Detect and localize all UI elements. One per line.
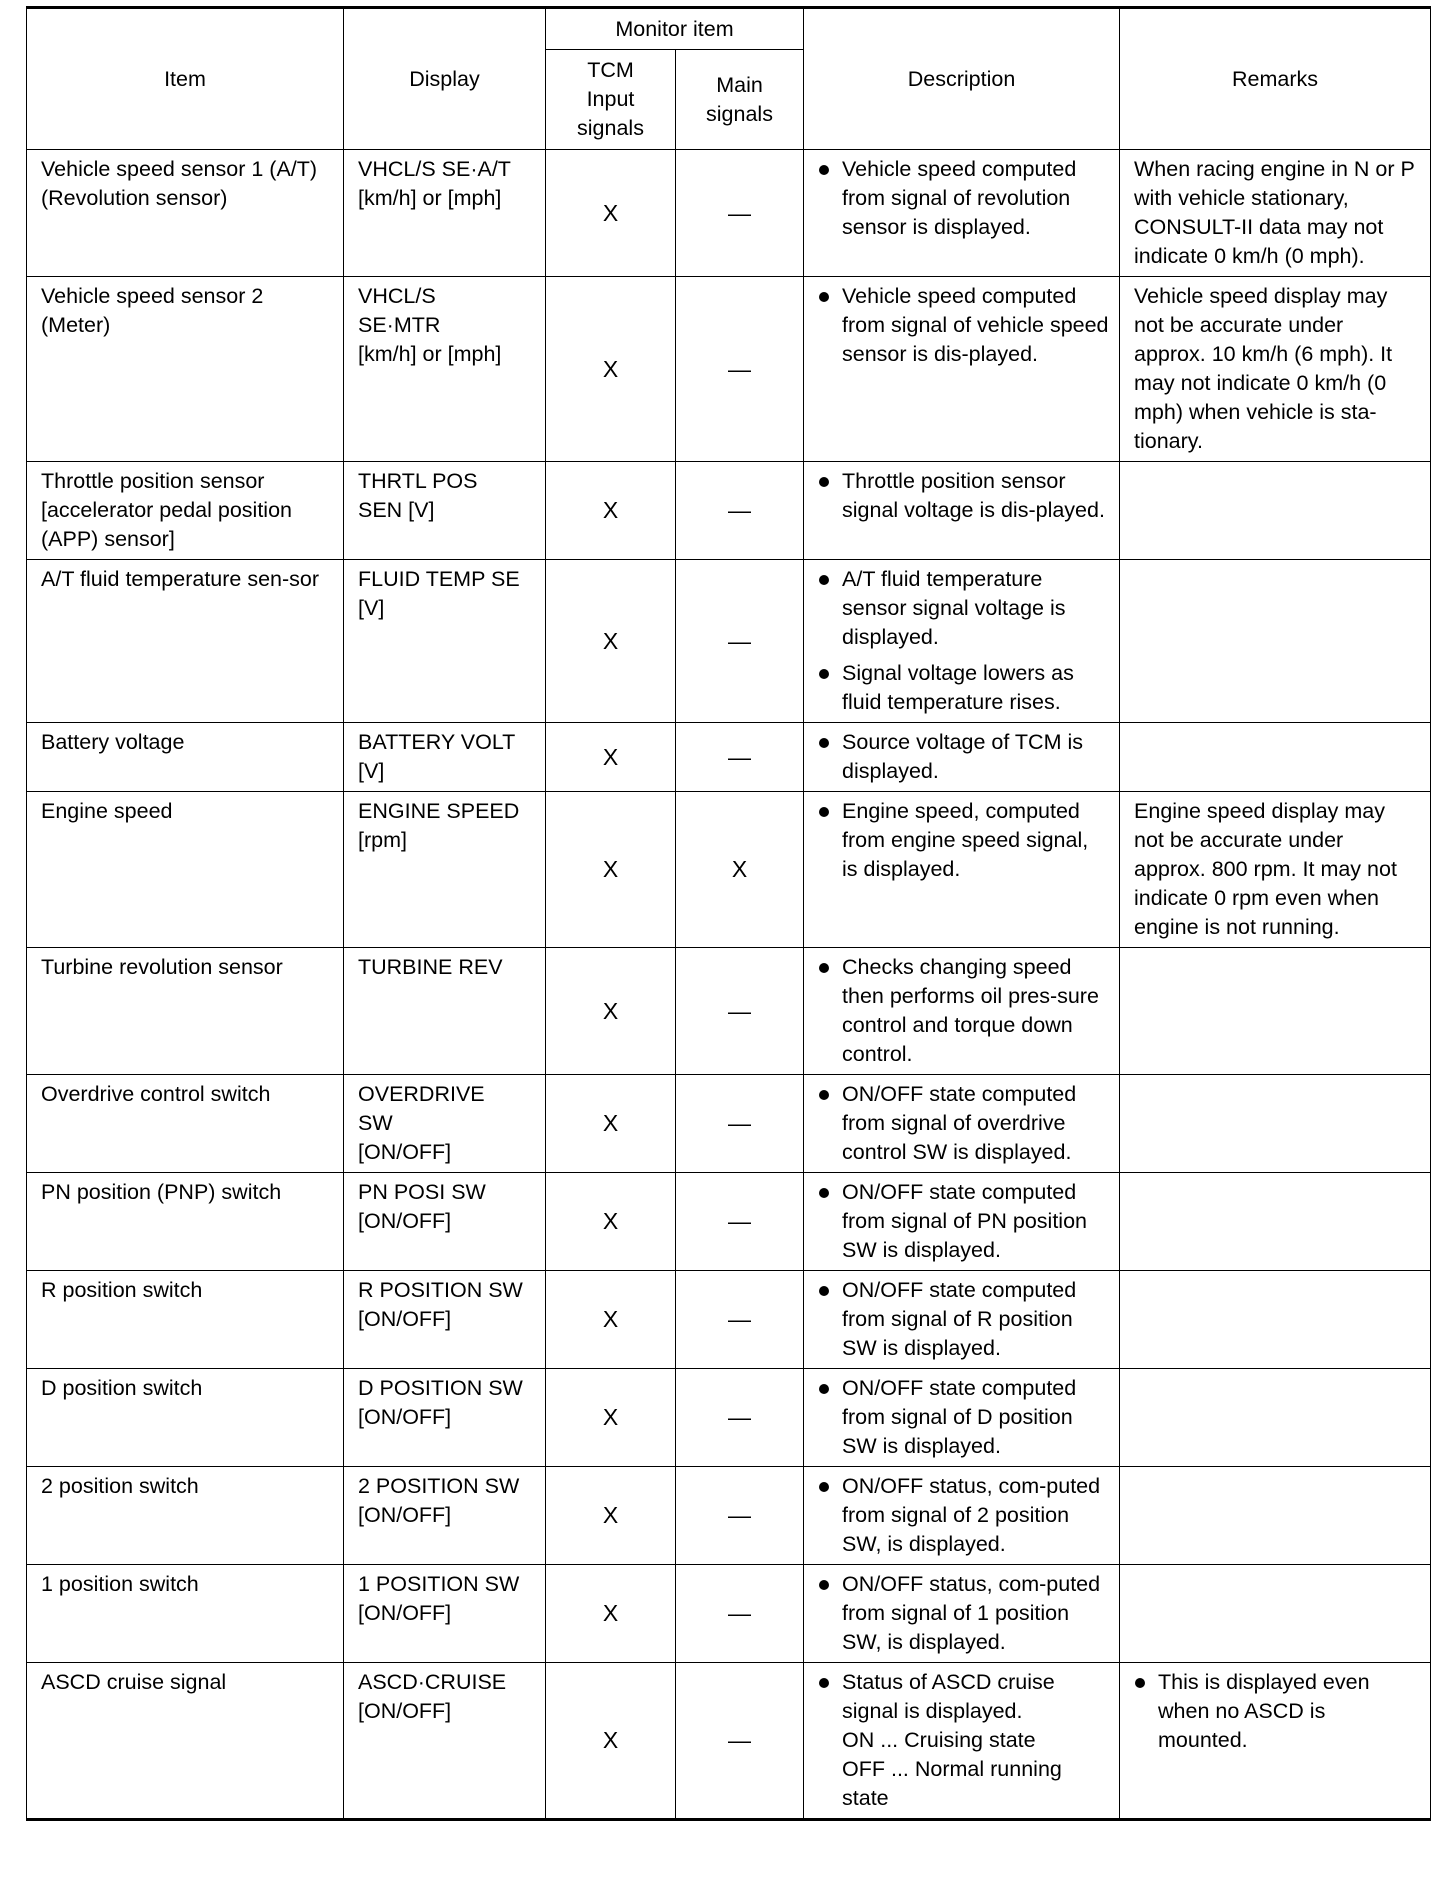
text-line: Vehicle speed sensor 2 (Meter): [41, 284, 264, 337]
cell-description: [804, 1271, 1120, 1369]
cell-item: [27, 277, 344, 462]
text-line: [km/h] or [mph]: [358, 342, 502, 366]
cell-item: [27, 792, 344, 948]
cell-remarks: [1120, 1173, 1431, 1271]
cell-item: [27, 1369, 344, 1467]
text-line: ON ... Cruising state: [842, 1728, 1036, 1752]
text-line: ON/OFF status, com-puted from signal of 1 position SW, is displayed.: [842, 1572, 1101, 1654]
cell-display: [344, 1075, 546, 1173]
text-line: OFF ... Normal running state: [842, 1757, 1062, 1810]
text-line: Throttle position sensor [accelerator pedal position (APP) sensor]: [41, 469, 292, 551]
header-monitor-item: Monitor item: [546, 8, 804, 50]
text-line: R position switch: [41, 1278, 203, 1302]
text-line: [V]: [358, 759, 385, 783]
cell-tcm-input: X: [546, 1565, 676, 1663]
text-line: Battery voltage: [41, 730, 185, 754]
cell-display: [344, 948, 546, 1075]
cell-remarks: [1120, 1075, 1431, 1173]
text-line: ON/OFF state computed from signal of PN position SW is displayed.: [842, 1180, 1087, 1262]
header-description: Description: [804, 8, 1120, 150]
text-line: ENGINE SPEED: [358, 799, 520, 823]
cell-tcm-input: X: [546, 792, 676, 948]
bullet-item: [818, 1178, 1109, 1265]
cell-item: [27, 948, 344, 1075]
cell-remarks: [1120, 1663, 1431, 1820]
text-line: R POSITION SW: [358, 1278, 523, 1302]
text-line: VHCL/S SE·A/T: [358, 157, 511, 181]
bullet-item: [818, 1570, 1109, 1657]
header-display: Display: [344, 8, 546, 150]
text-line: PN POSI SW: [358, 1180, 486, 1204]
text-line: [ON/OFF]: [358, 1601, 452, 1625]
table-row: [27, 560, 1431, 723]
text-line: A/T fluid temperature sensor signal voltage is displayed.: [842, 567, 1066, 649]
text-line: 2 POSITION SW: [358, 1474, 520, 1498]
bullet-item: [818, 1374, 1109, 1461]
header-main-signals: Main signals: [676, 50, 804, 150]
cell-item: [27, 1075, 344, 1173]
text-line: D POSITION SW: [358, 1376, 523, 1400]
text-line: SW: [358, 1111, 393, 1135]
text-line: Engine speed display may not be accurate under approx. 800 rpm. It may not indicate 0 rpm even when engine is not running.: [1134, 799, 1397, 939]
cell-description: [804, 1173, 1120, 1271]
text-line: Overdrive control switch: [41, 1082, 271, 1106]
cell-description: [804, 1663, 1120, 1820]
cell-description: [804, 723, 1120, 792]
text-line: 1 POSITION SW: [358, 1572, 520, 1596]
cell-item: [27, 560, 344, 723]
cell-main-signals: —: [676, 277, 804, 462]
cell-main-signals: —: [676, 1467, 804, 1565]
header-remarks: Remarks: [1120, 8, 1431, 150]
bullet-item: [818, 1080, 1109, 1167]
cell-item: [27, 1173, 344, 1271]
table-row: [27, 792, 1431, 948]
text-line: [rpm]: [358, 828, 407, 852]
table-row: [27, 462, 1431, 560]
text-line: (Revolution sensor): [41, 186, 228, 210]
cell-tcm-input: X: [546, 1369, 676, 1467]
cell-main-signals: —: [676, 1173, 804, 1271]
text-line: SE·MTR: [358, 313, 441, 337]
bullet-item: [818, 282, 1109, 369]
cell-remarks: [1120, 277, 1431, 462]
table-row: [27, 1173, 1431, 1271]
bullet-item: [818, 728, 1109, 786]
cell-display: [344, 1369, 546, 1467]
cell-display: [344, 1173, 546, 1271]
cell-remarks: [1120, 150, 1431, 277]
table-row: [27, 1075, 1431, 1173]
text-line: VHCL/S: [358, 284, 436, 308]
cell-remarks: [1120, 1467, 1431, 1565]
bullet-item: [818, 565, 1109, 652]
cell-tcm-input: X: [546, 1663, 676, 1820]
cell-description: [804, 1075, 1120, 1173]
table-row: [27, 150, 1431, 277]
text-line: ON/OFF state computed from signal of R position SW is displayed.: [842, 1278, 1077, 1360]
text-line: [ON/OFF]: [358, 1307, 452, 1331]
cell-item: [27, 1663, 344, 1820]
header-tcm-input-signals: TCM Input signals: [546, 50, 676, 150]
text-line: FLUID TEMP SE: [358, 567, 520, 591]
cell-display: [344, 150, 546, 277]
text-line: Status of ASCD cruise signal is displayed.: [842, 1670, 1055, 1723]
text-line: A/T fluid temperature sen-sor: [41, 567, 320, 591]
cell-remarks: [1120, 792, 1431, 948]
cell-display: [344, 1565, 546, 1663]
cell-description: [804, 277, 1120, 462]
table-row: [27, 1369, 1431, 1467]
cell-remarks: [1120, 948, 1431, 1075]
bullet-item: [818, 953, 1109, 1069]
cell-item: [27, 1565, 344, 1663]
text-line: When racing engine in N or P with vehicle stationary, CONSULT-II data may not indicate 0 km/h (0 mph).: [1134, 157, 1415, 268]
text-line: [ON/OFF]: [358, 1209, 452, 1233]
bullet-item: [818, 1276, 1109, 1363]
table-row: [27, 1565, 1431, 1663]
cell-tcm-input: X: [546, 462, 676, 560]
cell-main-signals: —: [676, 1271, 804, 1369]
cell-display: [344, 560, 546, 723]
text-line: [ON/OFF]: [358, 1503, 452, 1527]
text-line: Checks changing speed then performs oil pres-sure control and torque down control.: [842, 955, 1099, 1066]
text-line: ON/OFF state computed from signal of D position SW is displayed.: [842, 1376, 1077, 1458]
table-row: [27, 1467, 1431, 1565]
cell-remarks: [1120, 1369, 1431, 1467]
table-row: [27, 948, 1431, 1075]
cell-display: [344, 277, 546, 462]
text-line: ON/OFF status, com-puted from signal of 2 position SW, is displayed.: [842, 1474, 1101, 1556]
cell-description: [804, 1467, 1120, 1565]
cell-tcm-input: X: [546, 1075, 676, 1173]
cell-item: [27, 462, 344, 560]
text-line: Vehicle speed computed from signal of vehicle speed sensor is dis-played.: [842, 284, 1109, 366]
cell-display: [344, 723, 546, 792]
cell-description: [804, 792, 1120, 948]
cell-item: [27, 1271, 344, 1369]
cell-remarks: [1120, 1565, 1431, 1663]
cell-item: [27, 150, 344, 277]
text-line: Throttle position sensor signal voltage is dis-played.: [842, 469, 1105, 522]
text-line: Source voltage of TCM is displayed.: [842, 730, 1083, 783]
text-line: Engine speed: [41, 799, 173, 823]
bullet-item: [818, 467, 1109, 525]
text-line: Vehicle speed computed from signal of revolution sensor is displayed.: [842, 157, 1077, 239]
bullet-item: [818, 1668, 1109, 1813]
header-item: Item: [27, 8, 344, 150]
cell-description: [804, 560, 1120, 723]
bullet-item: [1134, 1668, 1420, 1755]
cell-main-signals: —: [676, 462, 804, 560]
cell-display: [344, 1663, 546, 1820]
cell-main-signals: —: [676, 1075, 804, 1173]
cell-main-signals: —: [676, 150, 804, 277]
text-line: PN position (PNP) switch: [41, 1180, 282, 1204]
text-line: This is displayed even when no ASCD is mounted.: [1158, 1670, 1370, 1752]
text-line: Engine speed, computed from engine speed signal, is displayed.: [842, 799, 1089, 881]
text-line: 1 position switch: [41, 1572, 199, 1596]
text-line: [ON/OFF]: [358, 1140, 452, 1164]
text-line: OVERDRIVE: [358, 1082, 485, 1106]
cell-tcm-input: X: [546, 723, 676, 792]
text-line: Vehicle speed sensor 1 (A/T): [41, 157, 318, 181]
text-line: [ON/OFF]: [358, 1405, 452, 1429]
cell-display: [344, 1467, 546, 1565]
text-line: ASCD cruise signal: [41, 1670, 227, 1694]
monitor-table-container: [26, 6, 1430, 1821]
text-line: 2 position switch: [41, 1474, 199, 1498]
cell-main-signals: —: [676, 560, 804, 723]
cell-description: [804, 150, 1120, 277]
cell-tcm-input: X: [546, 150, 676, 277]
cell-description: [804, 948, 1120, 1075]
text-line: Vehicle speed display may not be accurate under approx. 10 km/h (6 mph). It may not indicate 0 km/h (0 mph) when vehicle is sta-tionary.: [1134, 284, 1393, 453]
cell-main-signals: X: [676, 792, 804, 948]
text-line: ASCD·CRUISE: [358, 1670, 507, 1694]
table-row: [27, 723, 1431, 792]
text-line: Signal voltage lowers as fluid temperature rises.: [842, 661, 1074, 714]
bullet-item: [818, 659, 1109, 717]
cell-main-signals: —: [676, 1369, 804, 1467]
table-header: [27, 8, 1431, 150]
text-line: TURBINE REV: [358, 955, 503, 979]
text-line: BATTERY VOLT: [358, 730, 516, 754]
cell-display: [344, 792, 546, 948]
bullet-item: [818, 1472, 1109, 1559]
text-line: [ON/OFF]: [358, 1699, 452, 1723]
text-line: D position switch: [41, 1376, 203, 1400]
cell-remarks: [1120, 723, 1431, 792]
cell-tcm-input: X: [546, 1467, 676, 1565]
cell-tcm-input: X: [546, 948, 676, 1075]
cell-main-signals: —: [676, 948, 804, 1075]
cell-remarks: [1120, 560, 1431, 723]
text-line: [V]: [358, 596, 385, 620]
cell-main-signals: —: [676, 723, 804, 792]
text-line: ON/OFF state computed from signal of overdrive control SW is displayed.: [842, 1082, 1077, 1164]
cell-tcm-input: X: [546, 560, 676, 723]
cell-main-signals: —: [676, 1663, 804, 1820]
table-row: [27, 1271, 1431, 1369]
cell-description: [804, 462, 1120, 560]
cell-item: [27, 1467, 344, 1565]
cell-description: [804, 1565, 1120, 1663]
table-row: [27, 1663, 1431, 1820]
monitor-item-table: [26, 6, 1431, 1821]
cell-tcm-input: X: [546, 1173, 676, 1271]
bullet-item: [818, 155, 1109, 242]
bullet-item: [818, 797, 1109, 884]
text-line: SEN [V]: [358, 498, 435, 522]
cell-tcm-input: X: [546, 1271, 676, 1369]
cell-description: [804, 1369, 1120, 1467]
cell-main-signals: —: [676, 1565, 804, 1663]
cell-display: [344, 462, 546, 560]
table-row: [27, 277, 1431, 462]
cell-remarks: [1120, 1271, 1431, 1369]
cell-item: [27, 723, 344, 792]
cell-remarks: [1120, 462, 1431, 560]
table-body: [27, 150, 1431, 1820]
text-line: Turbine revolution sensor: [41, 955, 283, 979]
cell-display: [344, 1271, 546, 1369]
text-line: [km/h] or [mph]: [358, 186, 502, 210]
cell-tcm-input: X: [546, 277, 676, 462]
text-line: THRTL POS: [358, 469, 478, 493]
